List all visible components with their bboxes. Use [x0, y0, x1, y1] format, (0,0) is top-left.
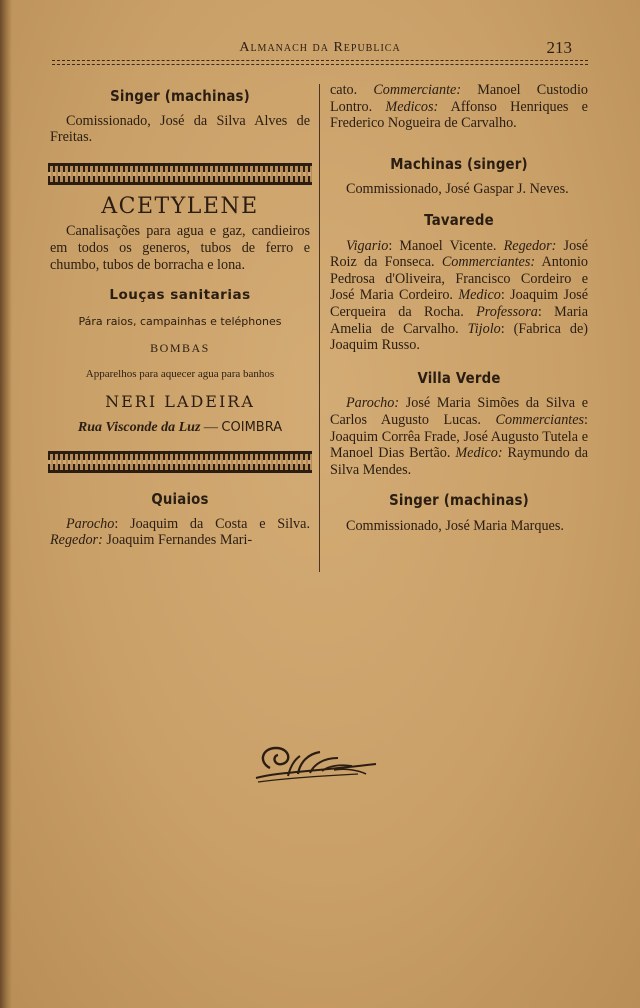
- label-regedor: Regedor:: [503, 237, 557, 254]
- villa-text-3: Raymundo da Silva Mendes.: [330, 445, 589, 478]
- label-medico: Medico:: [455, 445, 503, 462]
- section-heading-singer: Singer (machinas): [110, 87, 250, 105]
- label-medicos: Medicos:: [385, 98, 439, 115]
- running-head: [40, 38, 600, 60]
- page-number: 213: [546, 38, 572, 57]
- section-heading-singer-2: Singer (machinas): [389, 491, 529, 510]
- quiaios-text: [50, 516, 310, 549]
- label-parocho: Parocho:: [346, 395, 400, 412]
- label-commerciantes: Commerciantes: [495, 411, 585, 428]
- section-heading-machinas: Machinas (singer): [390, 154, 528, 173]
- tavarede-text: [330, 238, 588, 354]
- continued-text: [330, 82, 588, 132]
- header-rule: [52, 60, 588, 65]
- page-edge-shadow: [0, 0, 12, 1008]
- tavarede-text-6: : (Fabrica de) Joaquim Russo.: [330, 320, 588, 354]
- advertisement: [50, 193, 310, 437]
- ad-description: Canalisações para agua e gaz, candieiros em todos os generos, tubos de ferro e chumbo, tubos de borracha e lona.: [50, 223, 310, 273]
- flourish-ornament-icon: [248, 738, 388, 790]
- singer-2-text: Commissionado, José Maria Marques.: [346, 517, 564, 534]
- ad-border-bottom: [48, 451, 312, 473]
- left-column: [50, 82, 310, 549]
- label-regedor: Regedor:: [50, 532, 103, 549]
- tavarede-text-4: : Joaquim José Cerqueira da Rocha.: [330, 287, 588, 320]
- tavarede-text-5: : Maria Amelia de Carvalho.: [330, 303, 588, 337]
- ad-city: COIMBRA: [221, 420, 283, 436]
- singer-text: Comissionado, José da Silva Alves de Freitas.: [50, 112, 310, 146]
- label-professora: Professora: [476, 303, 538, 320]
- quiaios-text-1: : Joaquim da Costa e Silva.: [114, 515, 310, 532]
- ad-street: Rua Visconde da Luz: [77, 420, 201, 436]
- villa-text-1: José Maria Simões da Silva e Carlos Augusto Lucas.: [330, 395, 588, 428]
- label-vigario: Vigario: [346, 237, 389, 254]
- section-heading-villa-verde: Villa Verde: [417, 368, 501, 387]
- continued-text-1: Manoel Custodio Lontro.: [330, 82, 588, 115]
- ad-merchant-name: NERI LADEIRA: [105, 391, 255, 411]
- machinas-text: Commissionado, José Gaspar J. Neves.: [346, 181, 569, 198]
- column-divider: [319, 84, 320, 572]
- ad-bold-line: Louças sanitarias: [109, 287, 251, 304]
- tavarede-text-1: : Manoel Vicente.: [388, 237, 504, 254]
- tavarede-text-3: Antonio Pedrosa d'Oliveira, Francisco Cordeiro e José Maria Cordeiro.: [330, 254, 588, 304]
- villa-verde-text: [330, 395, 588, 478]
- ad-line-bombas: BOMBAS: [150, 340, 210, 355]
- ad-line-apparelhos: Apparelhos para aquecer agua para banhos: [85, 368, 275, 381]
- ad-line-raios: Pára raios, campainhas e teléphones: [78, 314, 282, 328]
- right-column: [330, 82, 588, 534]
- ad-border-top: [48, 163, 312, 185]
- label-medico: Medico: [458, 287, 501, 304]
- running-title: Almanach da Republica: [239, 40, 401, 55]
- label-parocho: Parocho: [66, 515, 115, 532]
- ad-dash: —: [200, 420, 222, 436]
- label-commerciante: Commerciante:: [373, 82, 462, 98]
- continued-text-0: cato.: [330, 82, 374, 98]
- villa-text-2: : Joaquim Corrêa Frade, José Augusto Tutela e Manoel Dias Bertão.: [330, 411, 588, 462]
- tavarede-text-2: José Roiz da Fonseca.: [330, 237, 588, 271]
- section-heading-quiaios: Quiaios: [151, 489, 209, 508]
- ad-title: ACETYLENE: [101, 193, 259, 219]
- label-tijolo: Tijolo: [467, 320, 501, 337]
- ad-address: [50, 420, 310, 437]
- continued-text-2: Affonso Henriques e Frederico Nogueira de Carvalho.: [330, 98, 588, 132]
- label-commerciantes: Commerciantes:: [441, 254, 536, 271]
- quiaios-text-2: Joaquim Fernandes Mari-: [102, 532, 253, 549]
- section-heading-tavarede: Tavarede: [424, 210, 494, 229]
